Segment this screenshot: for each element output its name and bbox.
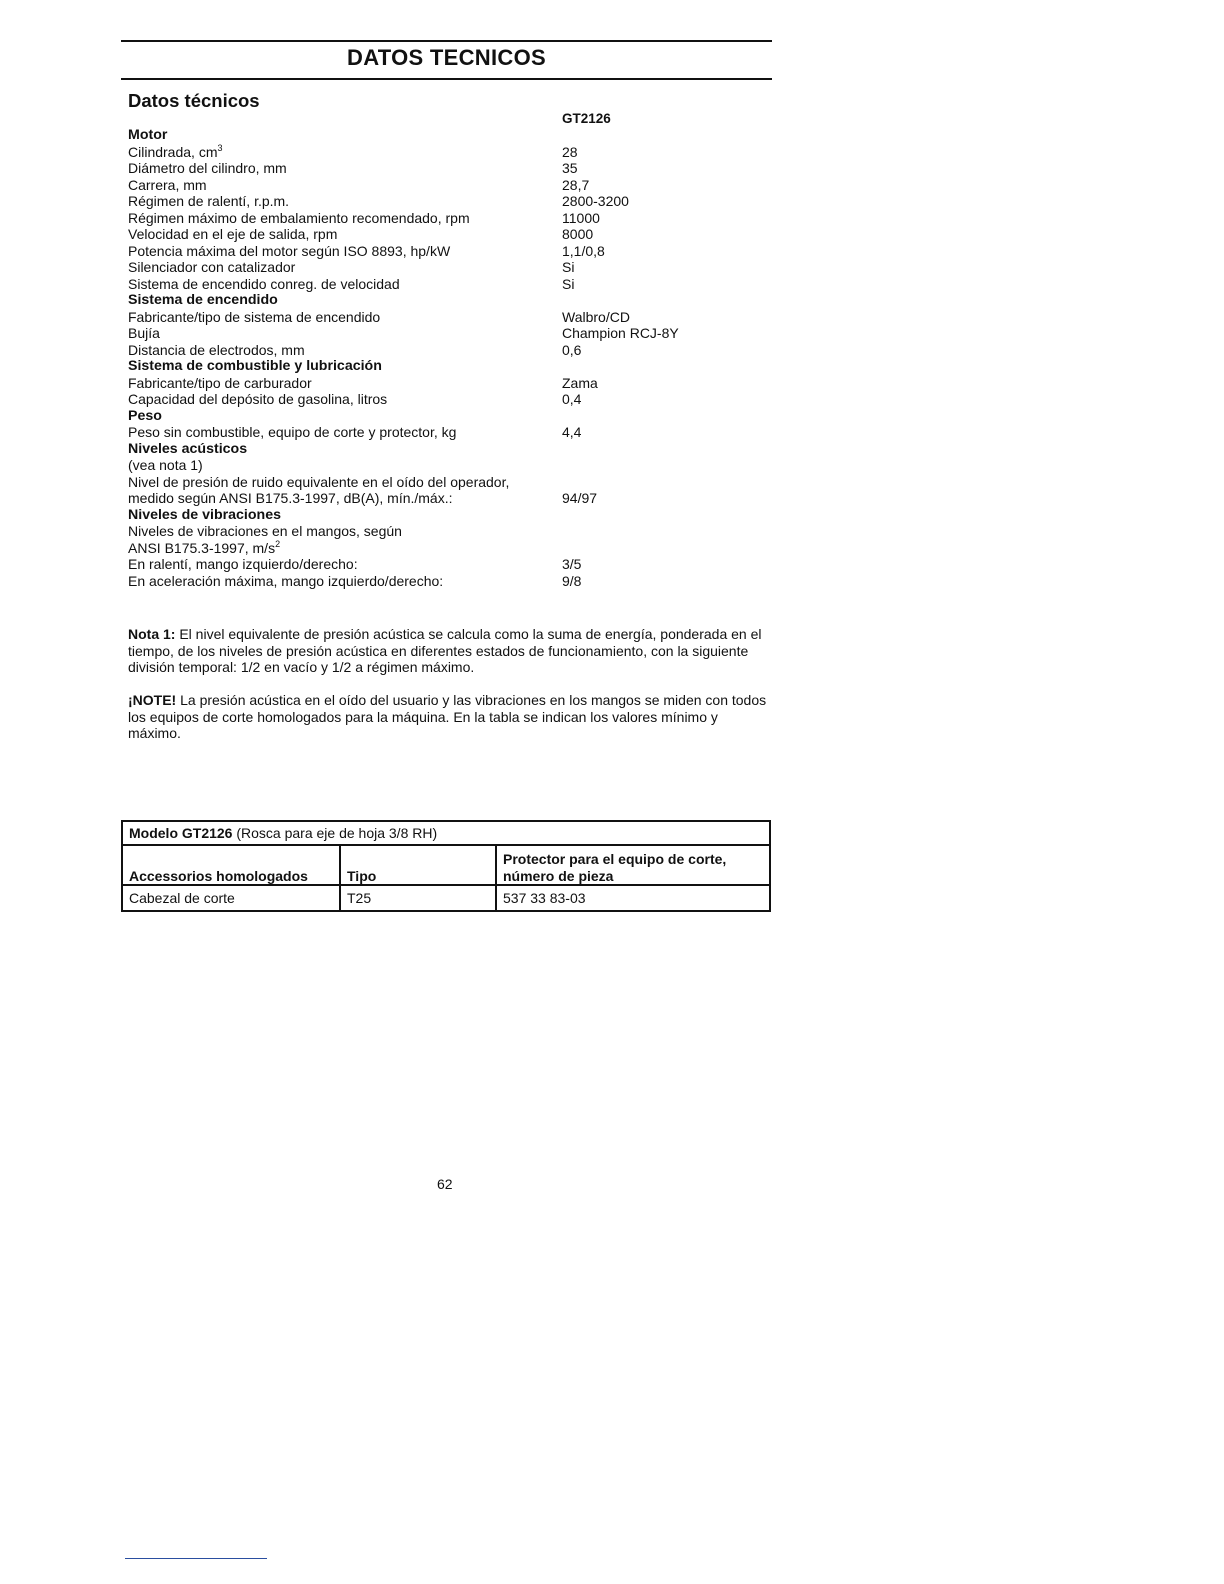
spec-row — [128, 391, 768, 408]
spec-row — [128, 160, 768, 177]
spec-value: 0,4 — [562, 391, 582, 407]
note-1-label: Nota 1: — [128, 626, 176, 642]
spec-label-text: Peso sin combustible, equipo de corte y protector, kg — [128, 424, 457, 440]
spec-label — [128, 556, 358, 573]
spec-value: Walbro/CD — [562, 308, 630, 325]
spec-row — [128, 193, 768, 210]
cell-part-number: 537 33 83-03 — [496, 885, 770, 911]
spec-list — [128, 127, 768, 589]
spec-label-text: Potencia máxima del motor según ISO 8893, hp/kW — [128, 242, 451, 259]
spec-row — [128, 523, 768, 540]
spec-label-text: Diámetro del cilindro, mm — [128, 160, 287, 176]
spec-label-text: Fabricante/tipo de sistema de encendido — [128, 308, 381, 325]
spec-label-text: Silenciador con catalizador — [128, 259, 296, 275]
spec-value: 2800-3200 — [562, 193, 629, 209]
spec-value: Si — [562, 259, 575, 275]
spec-label — [128, 457, 203, 474]
spec-row — [128, 144, 768, 161]
table-header-row — [122, 845, 770, 885]
spec-label — [128, 573, 443, 590]
spec-label — [128, 342, 305, 359]
spec-label — [128, 309, 380, 326]
spec-label-text: Fabricante/tipo de carburador — [128, 374, 312, 391]
spec-label-text: Carrera, mm — [128, 176, 207, 193]
spec-value: 11000 — [562, 209, 600, 226]
spec-label-text: Distancia de electrodos, mm — [128, 341, 305, 358]
spec-value: 28 — [562, 143, 578, 160]
spec-value: Si — [562, 275, 575, 292]
spec-label-superscript: 3 — [217, 142, 223, 153]
spec-group-title: Motor — [128, 127, 168, 143]
table-caption-row — [122, 821, 770, 845]
spec-label-text: Nivel de presión de ruido equivalente en el oído del operador, — [128, 473, 510, 490]
spec-value: 9/8 — [562, 572, 582, 589]
spec-label — [128, 226, 337, 243]
spec-label-superscript: 2 — [275, 538, 281, 549]
spec-label — [128, 276, 400, 293]
accessories-table — [121, 820, 771, 912]
spec-row — [128, 556, 768, 573]
spec-label — [128, 177, 207, 194]
spec-row — [128, 259, 768, 276]
spec-group-title: Sistema de combustible y lubricación — [128, 358, 382, 374]
spec-row — [128, 309, 768, 326]
spec-row — [128, 375, 768, 392]
cell-type: T25 — [340, 885, 496, 911]
spec-label — [128, 259, 295, 276]
table-caption — [122, 821, 770, 845]
note-1 — [128, 626, 768, 676]
col-header-accessories: Accessorios homologados — [122, 845, 340, 885]
note-2-label: ¡NOTE! — [128, 692, 177, 708]
spec-label-text: medido según ANSI B175.3-1997, dB(A), mín./máx.: — [128, 490, 453, 506]
spec-label-text: Régimen de ralentí, r.p.m. — [128, 193, 290, 209]
spec-label — [128, 210, 470, 227]
spec-row — [128, 573, 768, 590]
spec-row — [128, 490, 768, 507]
model-column-heading: GT2126 — [562, 111, 611, 126]
spec-row — [128, 540, 768, 557]
page-number: 62 — [437, 1176, 453, 1192]
spec-label-text: Sistema de encendido conreg. de velocidad — [128, 275, 400, 292]
section-title: Datos técnicos — [128, 90, 260, 111]
col-header-protector: Protector para el equipo de corte, número de pieza — [496, 845, 770, 885]
spec-group-title: Niveles de vibraciones — [128, 506, 281, 523]
col-header-type: Tipo — [340, 845, 496, 885]
spec-label — [128, 391, 387, 408]
spec-label — [128, 424, 456, 441]
spec-label — [128, 474, 509, 491]
spec-row — [128, 177, 768, 194]
spec-row — [128, 243, 768, 260]
spec-row — [128, 474, 768, 491]
footer-line — [125, 1558, 267, 1559]
spec-value: Champion RCJ-8Y — [562, 325, 679, 341]
spec-row — [128, 276, 768, 293]
top-rule — [121, 40, 772, 42]
spec-label — [128, 193, 289, 210]
spec-label-text: ANSI B175.3-1997, m/s — [128, 539, 276, 556]
table-caption-model: Modelo GT2126 — [129, 825, 233, 841]
spec-label-text: Capacidad del depósito de gasolina, litros — [128, 391, 388, 407]
spec-value: 94/97 — [562, 490, 598, 506]
spec-row — [128, 424, 768, 441]
spec-value: 0,6 — [562, 341, 582, 358]
spec-label-text: (vea nota 1) — [128, 457, 203, 473]
spec-label — [128, 490, 453, 507]
spec-label — [128, 375, 312, 392]
spec-label-text: Régimen máximo de embalamiento recomendado, rpm — [128, 209, 470, 226]
spec-value: 4,4 — [562, 424, 582, 440]
spec-row — [128, 457, 768, 474]
spec-label — [128, 540, 280, 557]
spec-label — [128, 144, 223, 161]
table-caption-detail: (Rosca para eje de hoja 3/8 RH) — [232, 825, 438, 841]
spec-row — [128, 210, 768, 227]
note-1-text: El nivel equivalente de presión acústica se calcula como la suma de energía, ponderada en el tiempo, de los niveles de presión acústica en diferentes estados de funcionamiento, con la siguiente división temporal: 1/2 en vacío y 1/2 a régimen máximo. — [128, 626, 762, 675]
spec-label-text: En aceleración máxima, mango izquierdo/derecho: — [128, 572, 444, 589]
note-2 — [128, 692, 768, 742]
spec-label — [128, 160, 287, 177]
spec-label — [128, 523, 402, 540]
spec-value: 28,7 — [562, 176, 590, 193]
spec-value: 3/5 — [562, 556, 582, 572]
spec-value: 8000 — [562, 226, 594, 242]
note-2-text: La presión acústica en el oído del usuario y las vibraciones en los mangos se miden con todos los equipos de corte homologados para la máquina. En la tabla se indican los valores mínimo y máximo. — [128, 692, 767, 741]
spec-row — [128, 226, 768, 243]
spec-label — [128, 243, 450, 260]
cell-accessory: Cabezal de corte — [122, 885, 340, 911]
spec-row — [128, 325, 768, 342]
spec-value: 35 — [562, 160, 578, 176]
spec-row — [128, 342, 768, 359]
spec-value: 1,1/0,8 — [562, 242, 605, 259]
spec-label-text: En ralentí, mango izquierdo/derecho: — [128, 556, 358, 572]
table-row — [122, 885, 770, 911]
spec-group-title: Niveles acústicos — [128, 440, 248, 457]
spec-group-title: Peso — [128, 407, 162, 424]
spec-value: Zama — [562, 374, 598, 391]
page-title: DATOS TECNICOS — [347, 45, 546, 70]
spec-label-text: Niveles de vibraciones en el mangos, según — [128, 523, 402, 539]
spec-label-text: Bujía — [128, 325, 160, 341]
spec-label — [128, 325, 160, 342]
spec-label-text: Cilindrada, cm — [128, 143, 218, 160]
title-underline — [121, 78, 772, 80]
spec-group-title: Sistema de encendido — [128, 292, 278, 308]
spec-label-text: Velocidad en el eje de salida, rpm — [128, 226, 338, 242]
